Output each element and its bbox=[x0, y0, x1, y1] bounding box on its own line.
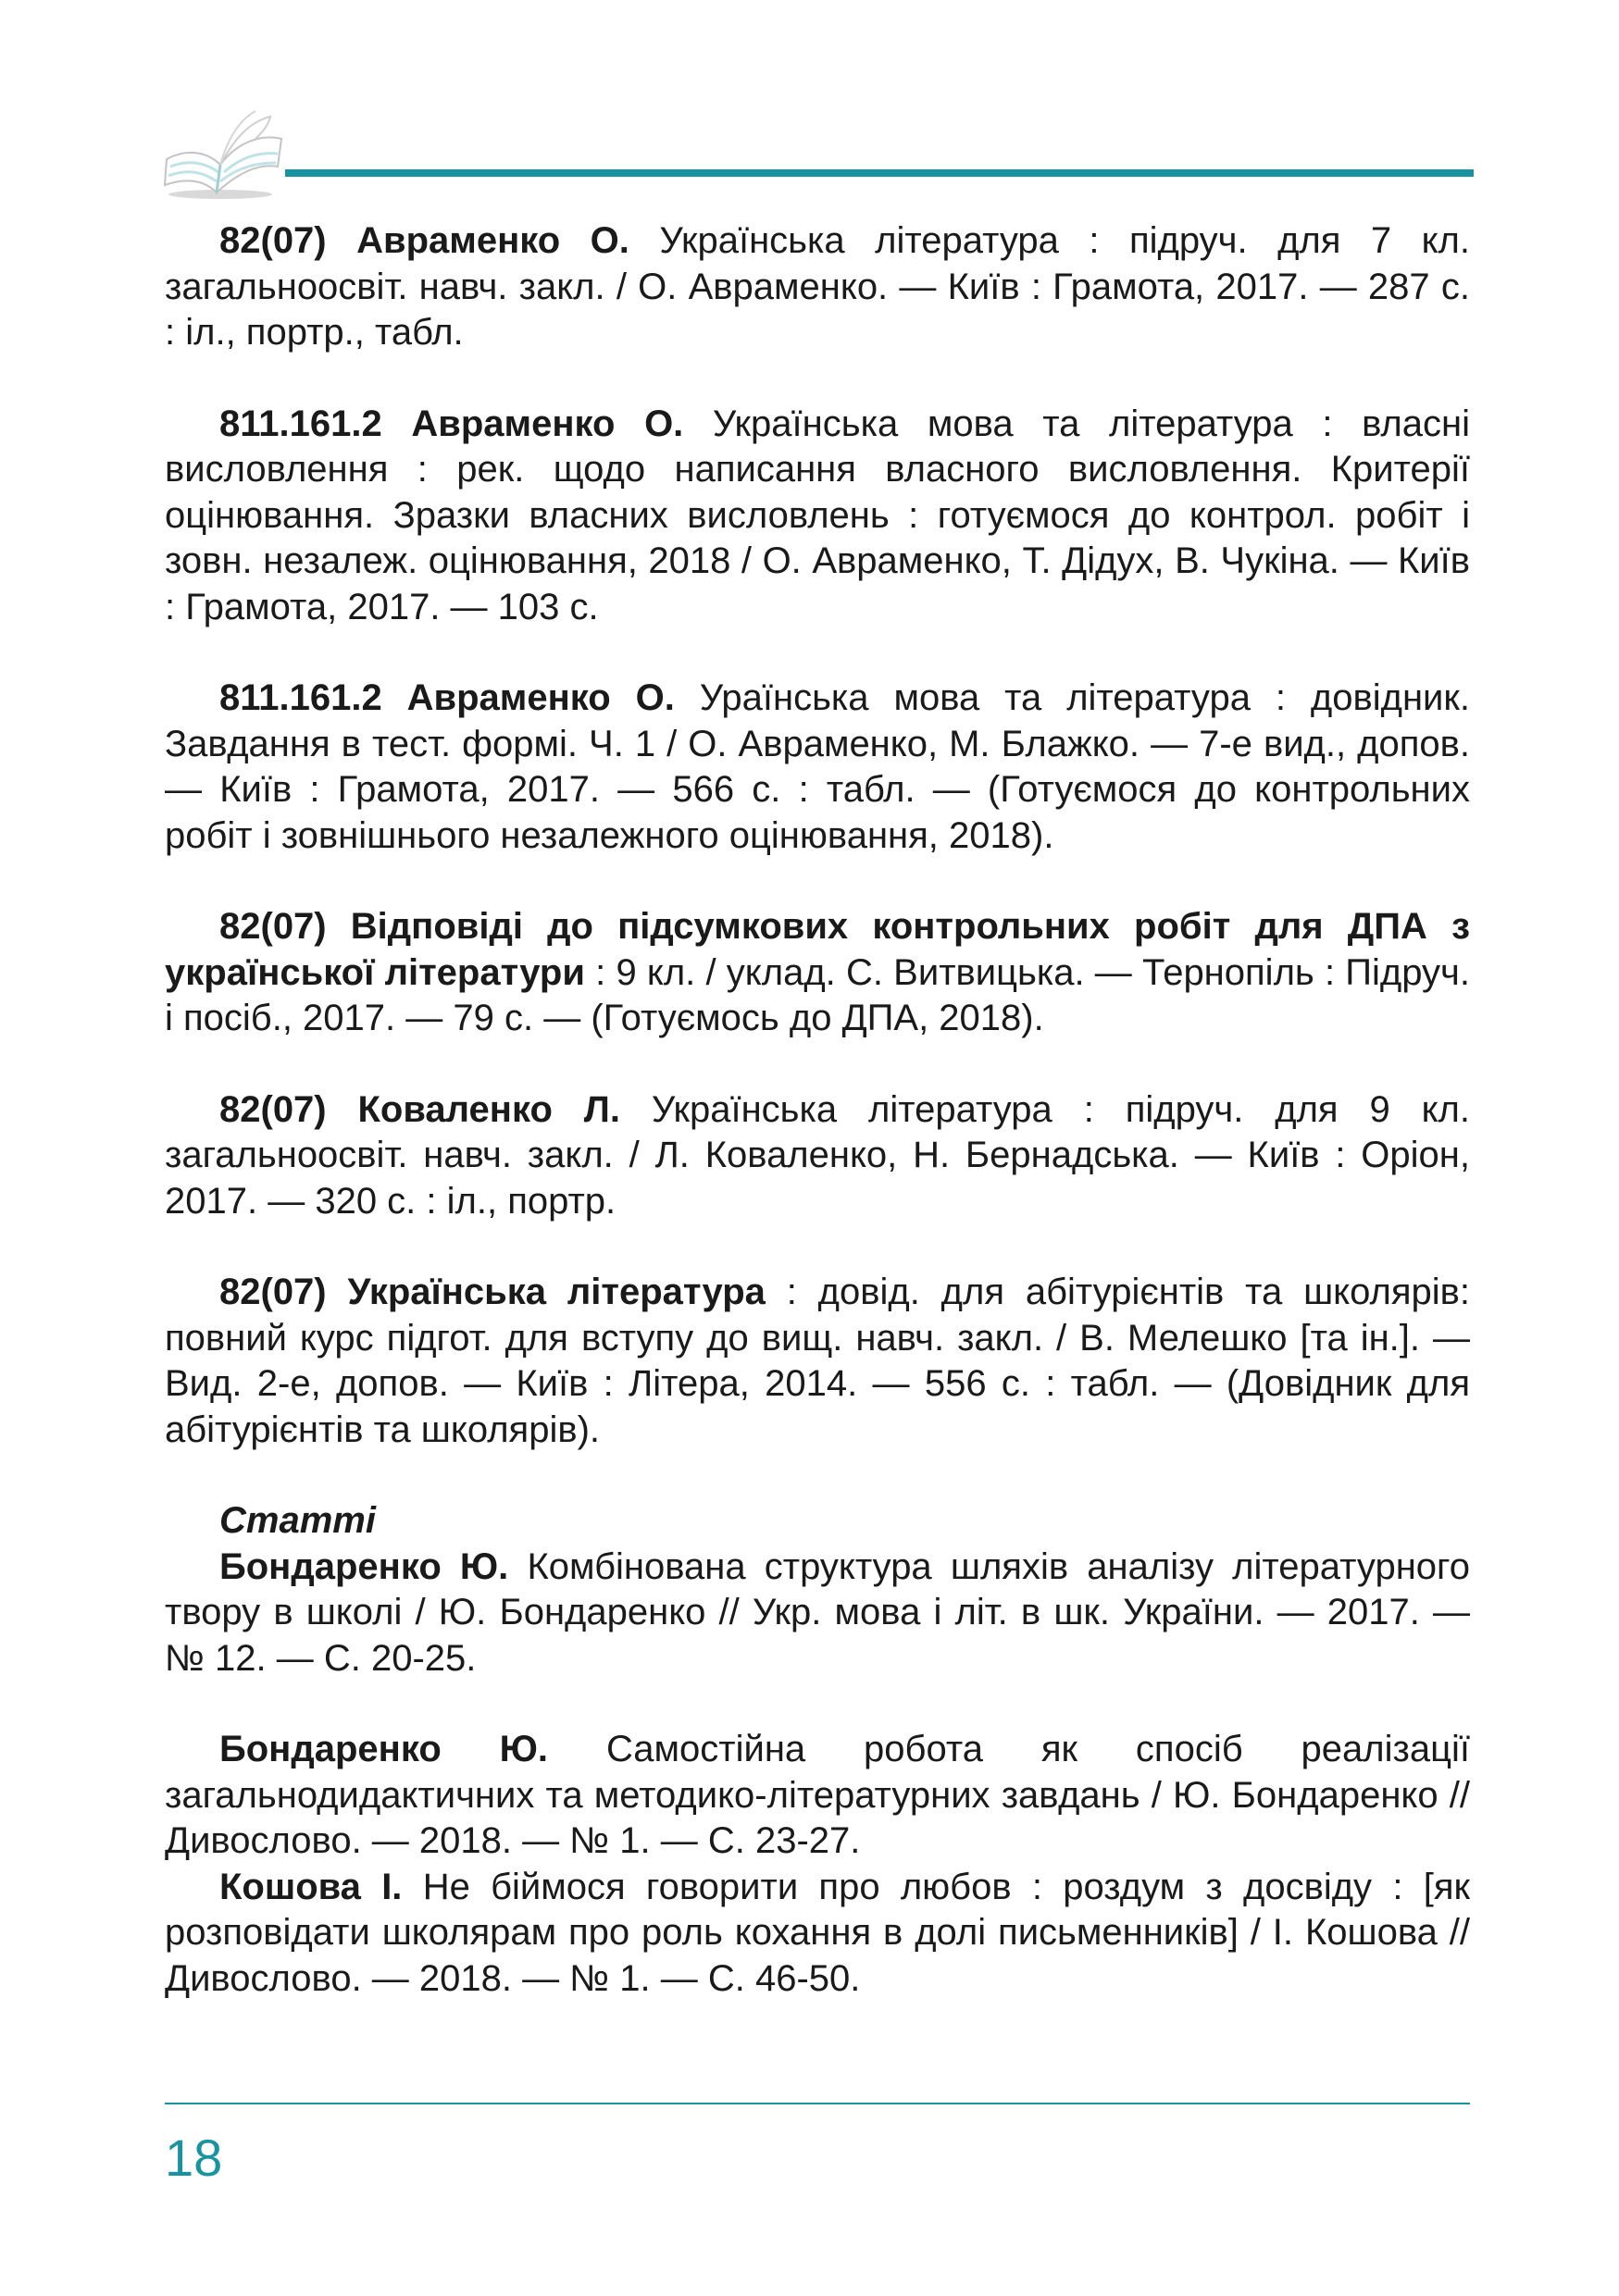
entry-heading: 82(07) Авраменко О. bbox=[219, 220, 629, 261]
section-title-articles: Статті bbox=[219, 1500, 376, 1541]
entry-text: Українська література : підруч. для 9 кл. загальноосвіт. навч. закл. / Л. Коваленко, Н. Бернадська. — Київ : Оріон, 2017. — 320 с. : іл., портр. bbox=[165, 1088, 1470, 1222]
footer-rule bbox=[165, 2103, 1470, 2104]
bibliography-entry bbox=[165, 218, 1470, 356]
bibliography-entry bbox=[165, 1270, 1470, 1453]
entry-text: Самостійна робота як спосіб реалізації загальнодидактичних та методико-літературних завдань / Ю. Бондаренко // Дивослово. — 2018. — № 1. — С. 23-27. bbox=[165, 1729, 1470, 1861]
bibliography-list bbox=[165, 218, 1470, 2047]
page-header bbox=[159, 102, 1474, 204]
entry-heading: Кошова І. bbox=[219, 1866, 403, 1907]
entry-text: : 9 кл. / уклад. С. Витвицька. — Тернопіль : Підруч. і посіб., 2017. — 79 с. — (Готуємось до ДПА, 2018). bbox=[165, 951, 1470, 1038]
entry-text: Не біймося говорити про любов : роздум з досвіду : [як розповідати школярам про роль кохання в долі письменників] / І. Кошова // Дивослово. — 2018. — № 1. — С. 46-50. bbox=[165, 1866, 1470, 1999]
entry-heading: Бондаренко Ю. bbox=[219, 1729, 549, 1769]
entry-text: Українська мова та література : власні висловлення : рек. щодо написання власного висловлення. Критерії оцінювання. Зразки власних висловлень : готуємося до контрол. робіт і зовн. незалеж. оцінювання, 2018 / О. Авраменко, Т. Дідух, В. Чукіна. — Київ : Грамота, 2017. — 103 с. bbox=[165, 403, 1470, 627]
entry-text: : довід. для абітурієнтів та школярів: повний курс підгот. для вступу до вищ. навч. закл. / В. Мелешко [та ін.]. — Вид. 2-е, допов. — Київ : Літера, 2014. — 556 с. : табл. — (Довідник для абітурієнтів та школярів). bbox=[165, 1272, 1470, 1450]
article-entry bbox=[165, 1865, 1470, 2003]
article-entry bbox=[165, 1545, 1470, 1682]
entry-text: Ураїнська мова та література : довідник. Завдання в тест. формі. Ч. 1 / О. Авраменко, М. Блажко. — 7-е вид., допов. — Київ : Грамота, 2017. — 566 с. : табл. — (Готуємося до контрольних робіт і зовнішнього незалежного оцінювання, 2018). bbox=[165, 677, 1470, 856]
entry-text: Українська література : підруч. для 7 кл. загальноосвіт. навч. закл. / О. Авраменко. — Київ : Грамота, 2017. — 287 с. : іл., портр., табл. bbox=[165, 220, 1471, 353]
entry-text: Комбінована структура шляхів аналізу літературного твору в школі / Ю. Бондаренко // Укр. мова і літ. в шк. України. — 2017. — № 12. — С. 20-25. bbox=[165, 1545, 1470, 1679]
entry-heading: Бондаренко Ю. bbox=[219, 1545, 509, 1587]
bibliography-entry bbox=[165, 402, 1470, 631]
open-book-icon bbox=[159, 102, 289, 204]
entry-heading: 82(07) Відповіді до підсумкових контрольних робіт для ДПА з української літератури bbox=[165, 906, 1470, 993]
entry-heading: 82(07) Українська література bbox=[219, 1272, 766, 1312]
page-number: 18 bbox=[165, 2128, 223, 2187]
article-entry bbox=[165, 1727, 1470, 1865]
entry-heading: 811.161.2 Авраменко О. bbox=[219, 403, 684, 444]
entry-heading: 82(07) Коваленко Л. bbox=[219, 1088, 620, 1130]
entry-heading: 811.161.2 Авраменко О. bbox=[219, 677, 675, 718]
bibliography-entry bbox=[165, 676, 1470, 859]
bibliography-entry bbox=[165, 904, 1470, 1042]
header-rule bbox=[285, 169, 1474, 177]
bibliography-entry bbox=[165, 1087, 1470, 1225]
